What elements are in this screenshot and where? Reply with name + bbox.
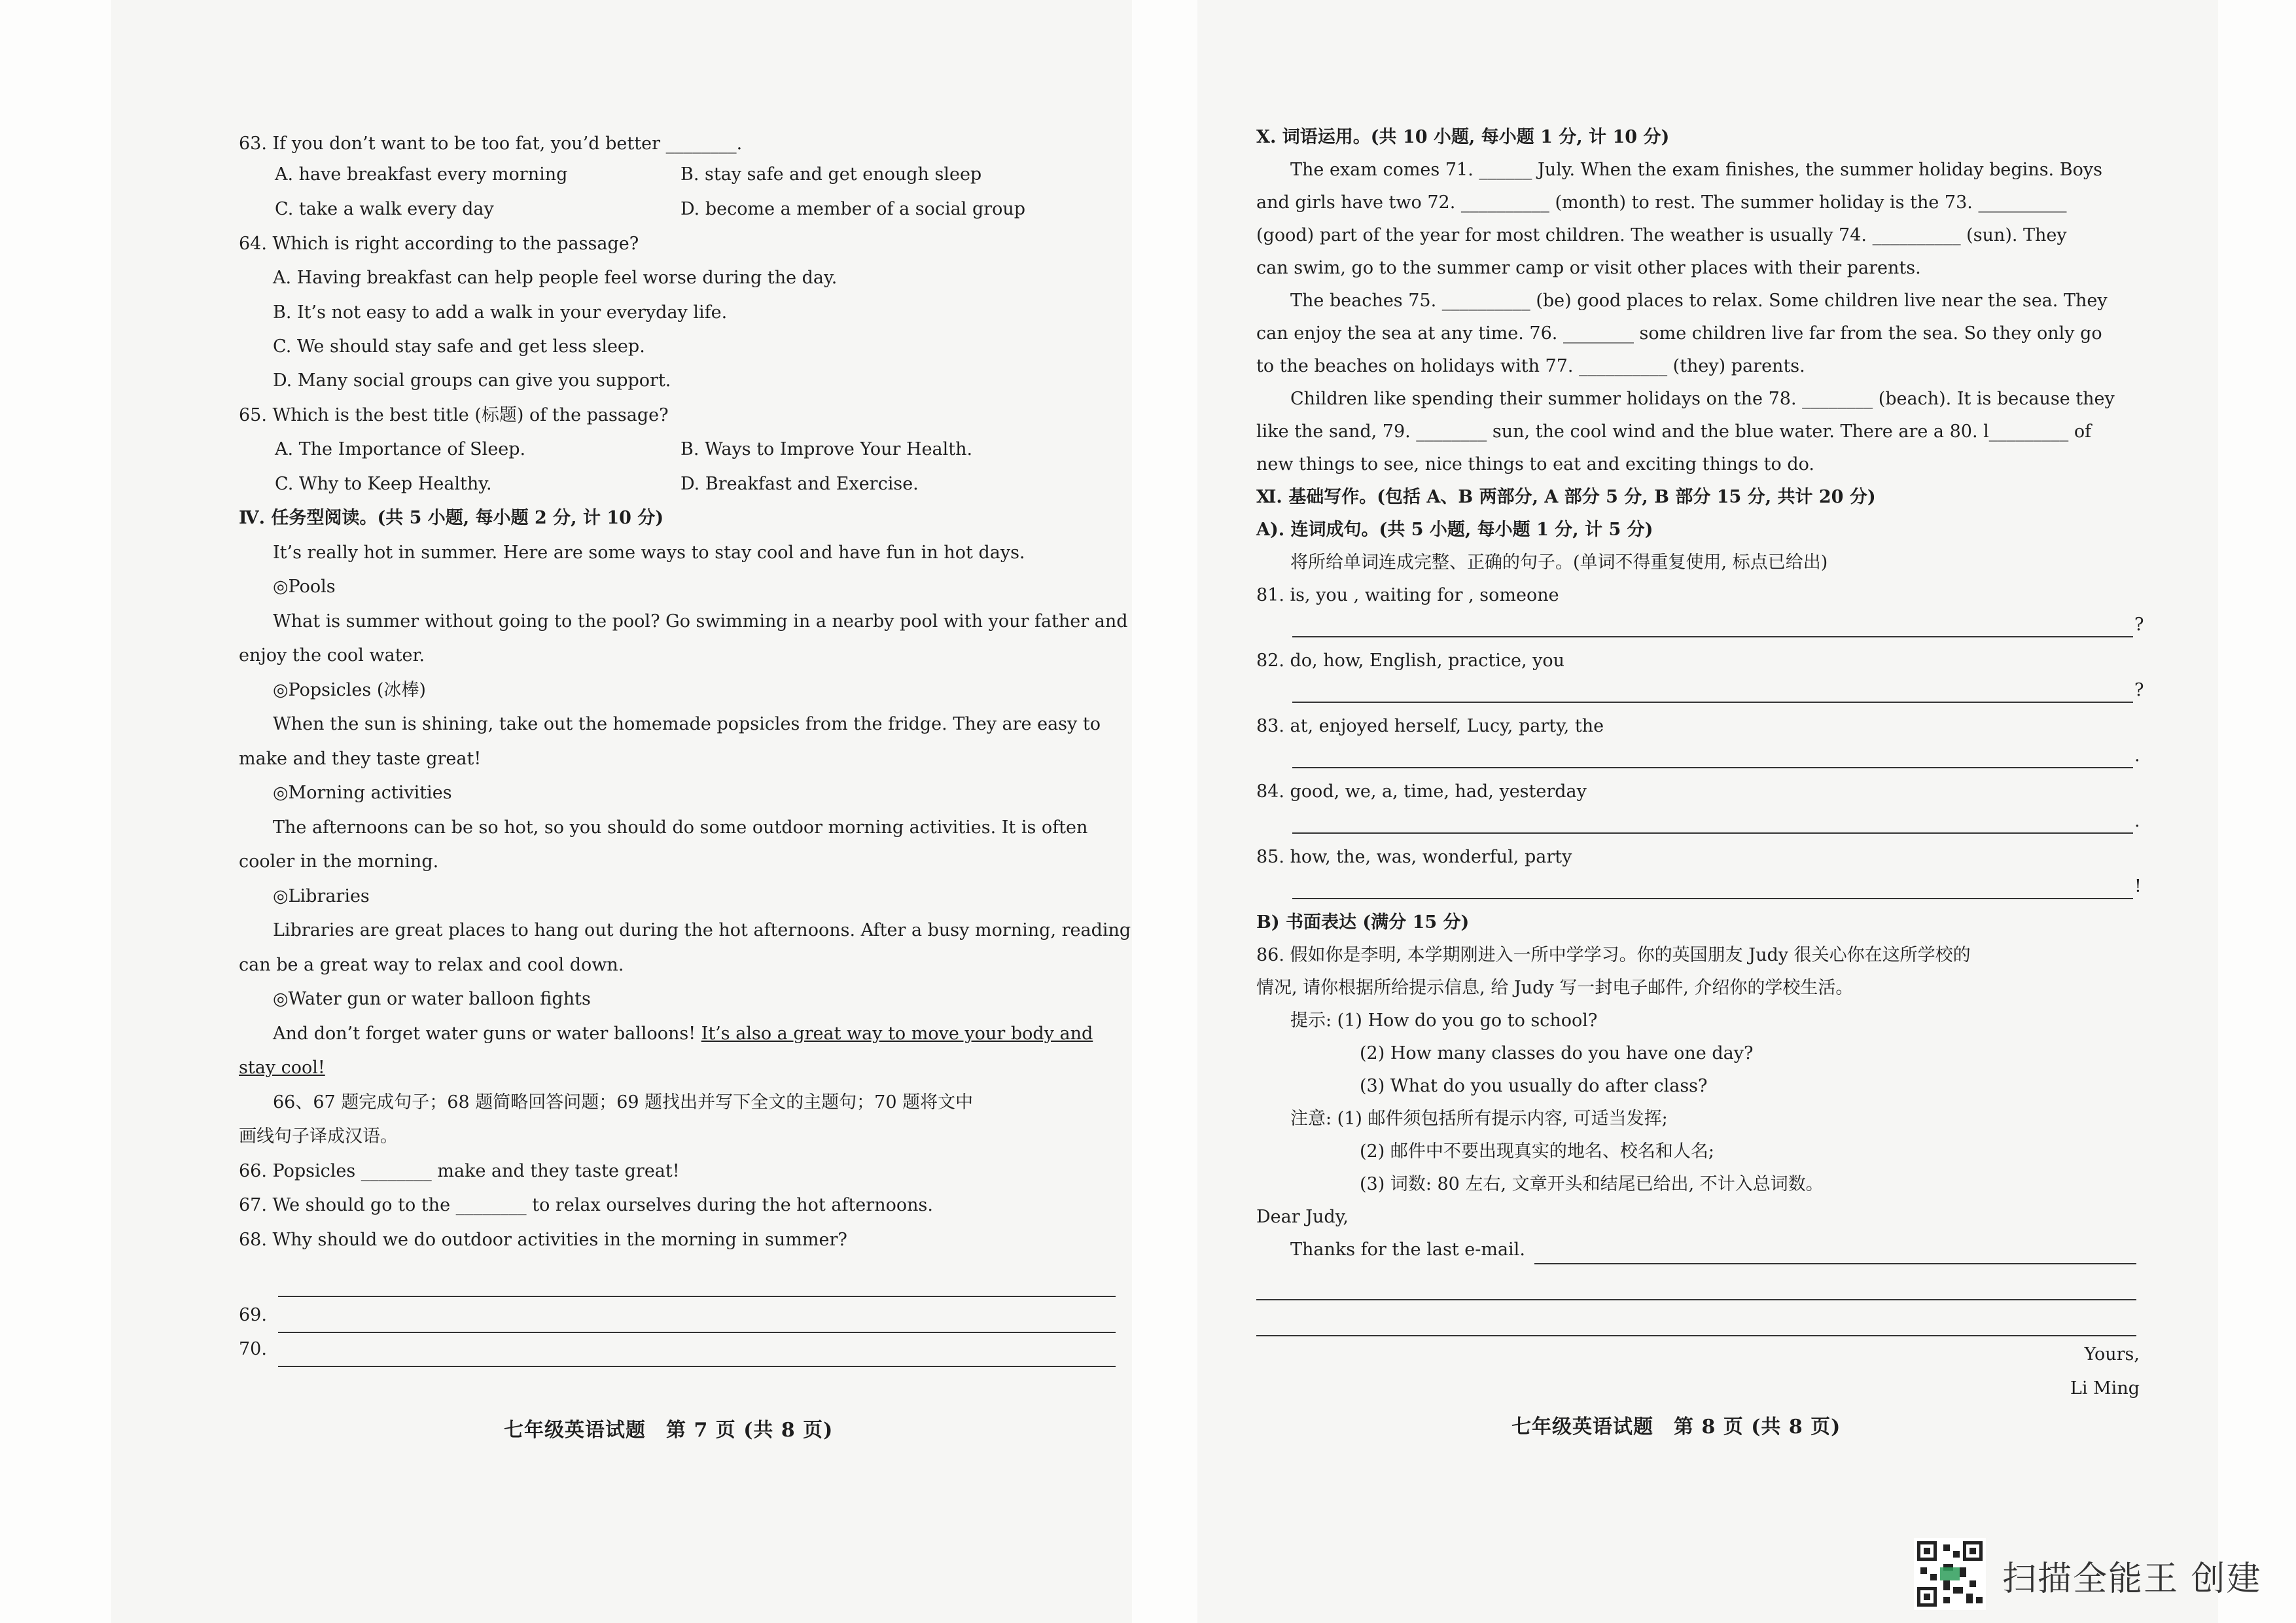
task-instructions-1: 66、67 题完成句子；68 题简略回答问题；69 题找出并写下全文的主题句；70 题将文中 xyxy=(273,1092,974,1113)
q64-option-c[interactable]: C. We should stay safe and get less sleep. xyxy=(273,336,645,357)
cloze-line-3: (good) part of the year for most children. The weather is usually 74. __________ (sun). They xyxy=(1256,225,2067,245)
cloze-line-2: and girls have two 72. __________ (month) to rest. The summer holiday is the 73. __________ xyxy=(1256,192,2067,213)
note-2: (2) 邮件中不要出现真实的地名、校名和人名; xyxy=(1360,1141,1714,1162)
answer-line-69[interactable] xyxy=(278,1332,1116,1333)
underlined-sentence-part-1: It’s also a great way to move your body and xyxy=(701,1024,1093,1044)
popsicles-heading: ◎Popsicles (冰棒) xyxy=(273,680,426,700)
section-11-heading: Ⅺ. 基础写作。(包括 A、B 两部分, A 部分 5 分, B 部分 15 分, 共计 20 分) xyxy=(1256,487,1876,507)
cloze-line-4: can swim, go to the summer camp or visit other places with their parents. xyxy=(1256,258,1921,278)
question-65: 65. Which is the best title (标题) of the passage? xyxy=(239,405,669,425)
hint-1: 提示: (1) How do you go to school? xyxy=(1290,1010,1598,1031)
letter-salutation: Dear Judy, xyxy=(1256,1207,1349,1227)
part-b-heading: B) 书面表达 (满分 15 分) xyxy=(1256,912,1470,933)
passage-intro: It’s really hot in summer. Here are some ways to stay cool and have fun in hot days. xyxy=(273,543,1025,563)
question-68: 68. Why should we do outdoor activities in the morning in summer? xyxy=(239,1230,847,1250)
underlined-sentence-part-2: stay cool! xyxy=(239,1058,325,1078)
cloze-line-6: can enjoy the sea at any time. 76. ________ some children live far from the sea. So they only go xyxy=(1256,323,2102,344)
hint-2: (2) How many classes do you have one day? xyxy=(1360,1043,1754,1063)
question-82: 82. do, how, English, practice, you xyxy=(1256,651,1565,671)
answer-line-83[interactable] xyxy=(1292,767,2133,768)
question-85: 85. how, the, was, wonderful, party xyxy=(1256,847,1572,867)
water-fights-heading: ◎Water gun or water balloon fights xyxy=(273,989,591,1009)
q65-option-d[interactable]: D. Breakfast and Exercise. xyxy=(680,474,919,494)
end-mark-85: ! xyxy=(2134,876,2142,897)
cloze-line-8: Children like spending their summer holidays on the 78. ________ (beach). It is because they xyxy=(1290,389,2115,409)
letter-answer-line-3[interactable] xyxy=(1256,1335,2136,1336)
q65-option-a[interactable]: A. The Importance of Sleep. xyxy=(275,439,526,459)
question-81: 81. is, you , waiting for , someone xyxy=(1256,585,1559,605)
q63-option-b[interactable]: B. stay safe and get enough sleep xyxy=(680,164,982,185)
end-mark-82: ? xyxy=(2134,680,2144,700)
right-page-footer: 七年级英语试题 第 8 页 (共 8 页) xyxy=(1511,1416,1841,1438)
cloze-line-7: to the beaches on holidays with 77. __________ (they) parents. xyxy=(1256,356,1805,376)
question-64: 64. Which is right according to the passage? xyxy=(239,234,639,254)
water-fights-text-1 xyxy=(239,1021,1119,1047)
cloze-line-10: new things to see, nice things to eat and exciting things to do. xyxy=(1256,454,1814,474)
q65-option-c[interactable]: C. Why to Keep Healthy. xyxy=(275,474,492,494)
water-fights-text-plain: And don’t forget water guns or water balloons! xyxy=(273,1024,701,1044)
popsicles-text-2: make and they taste great! xyxy=(239,749,482,769)
libraries-text-1: Libraries are great places to hang out during the hot afternoons. After a busy morning, reading xyxy=(273,920,1131,940)
answer-line-84[interactable] xyxy=(1292,832,2133,834)
answer-line-68[interactable] xyxy=(278,1296,1116,1297)
pools-heading: ◎Pools xyxy=(273,577,336,597)
task-instructions-2: 画线句子译成汉语。 xyxy=(239,1126,398,1147)
q64-option-d[interactable]: D. Many social groups can give you support. xyxy=(273,370,671,391)
morning-text-2: cooler in the morning. xyxy=(239,851,439,872)
end-mark-83: . xyxy=(2134,745,2140,766)
question-67: 67. We should go to the ________ to relax ourselves during the hot afternoons. xyxy=(239,1195,933,1215)
pools-text-2: enjoy the cool water. xyxy=(239,645,425,666)
letter-signature: Li Ming xyxy=(2070,1378,2140,1399)
question-84: 84. good, we, a, time, had, yesterday xyxy=(1256,781,1587,802)
question-86-line-2: 情况, 请你根据所给提示信息, 给 Judy 写一封电子邮件, 介绍你的学校生活。 xyxy=(1256,978,1854,998)
part-a-instructions: 将所给单词连成完整、正确的句子。(单词不得重复使用, 标点已给出) xyxy=(1290,552,1828,573)
hint-3: (3) What do you usually do after class? xyxy=(1360,1076,1708,1096)
section-4-heading: Ⅳ. 任务型阅读。(共 5 小题, 每小题 2 分, 计 10 分) xyxy=(239,508,664,528)
libraries-text-2: can be a great way to relax and cool down. xyxy=(239,955,624,975)
end-mark-84: . xyxy=(2134,811,2140,831)
cloze-line-5: The beaches 75. __________ (be) good places to relax. Some children live near the sea. They xyxy=(1290,291,2108,311)
end-mark-81: ? xyxy=(2134,615,2144,635)
scanner-watermark: 扫描全能王 创建 xyxy=(2002,1560,2262,1599)
morning-heading: ◎Morning activities xyxy=(273,783,452,803)
qr-code-icon xyxy=(1914,1538,1986,1610)
popsicles-text-1: When the sun is shining, take out the homemade popsicles from the fridge. They are easy to xyxy=(273,714,1101,734)
left-page-footer: 七年级英语试题 第 7 页 (共 8 页) xyxy=(504,1419,834,1442)
cloze-line-9: like the sand, 79. ________ sun, the cool wind and the blue water. There are a 80. l_________ of xyxy=(1256,421,2092,442)
part-a-heading: A). 连词成句。(共 5 小题, 每小题 1 分, 计 5 分) xyxy=(1256,520,1653,540)
q65-option-b[interactable]: B. Ways to Improve Your Health. xyxy=(680,439,973,459)
q64-option-b[interactable]: B. It’s not easy to add a walk in your everyday life. xyxy=(273,302,728,323)
question-83: 83. at, enjoyed herself, Lucy, party, the xyxy=(1256,716,1604,736)
question-86-line-1: 86. 假如你是李明, 本学期刚进入一所中学学习。你的英国朋友 Judy 很关心你在这所学校的 xyxy=(1256,945,1971,965)
letter-closing: Yours, xyxy=(2084,1344,2140,1364)
question-69-number: 69. xyxy=(239,1305,267,1325)
question-66: 66. Popsicles ________ make and they taste great! xyxy=(239,1161,680,1181)
letter-opening: Thanks for the last e-mail. xyxy=(1290,1240,1525,1260)
libraries-heading: ◎Libraries xyxy=(273,886,370,906)
answer-line-85[interactable] xyxy=(1292,898,2133,899)
q63-option-a[interactable]: A. have breakfast every morning xyxy=(275,164,568,185)
pools-text-1: What is summer without going to the pool? Go swimming in a nearby pool with your father and xyxy=(273,611,1128,632)
cloze-line-1: The exam comes 71. ______ July. When the exam finishes, the summer holiday begins. Boys xyxy=(1290,160,2102,180)
water-fights-text-2 xyxy=(239,1055,1119,1081)
morning-text-1: The afternoons can be so hot, so you should do some outdoor morning activities. It is often xyxy=(273,817,1088,838)
note-1: 注意: (1) 邮件须包括所有提示内容, 可适当发挥; xyxy=(1290,1109,1668,1129)
section-10-heading: Ⅹ. 词语运用。(共 10 小题, 每小题 1 分, 计 10 分) xyxy=(1256,127,1670,147)
question-70-number: 70. xyxy=(239,1339,267,1359)
q63-option-d[interactable]: D. become a member of a social group xyxy=(680,199,1026,219)
answer-line-81[interactable] xyxy=(1292,636,2133,637)
question-63: 63. If you don’t want to be too fat, you’d better ________. xyxy=(239,134,743,154)
q64-option-a[interactable]: A. Having breakfast can help people feel worse during the day. xyxy=(273,268,838,288)
answer-line-82[interactable] xyxy=(1292,702,2133,703)
answer-line-70[interactable] xyxy=(278,1366,1116,1367)
note-3: (3) 词数: 80 左右, 文章开头和结尾已给出, 不计入总词数。 xyxy=(1360,1174,1824,1194)
q63-option-c[interactable]: C. take a walk every day xyxy=(275,199,494,219)
letter-answer-line-2[interactable] xyxy=(1256,1299,2136,1300)
letter-answer-line-1[interactable] xyxy=(1534,1263,2136,1264)
